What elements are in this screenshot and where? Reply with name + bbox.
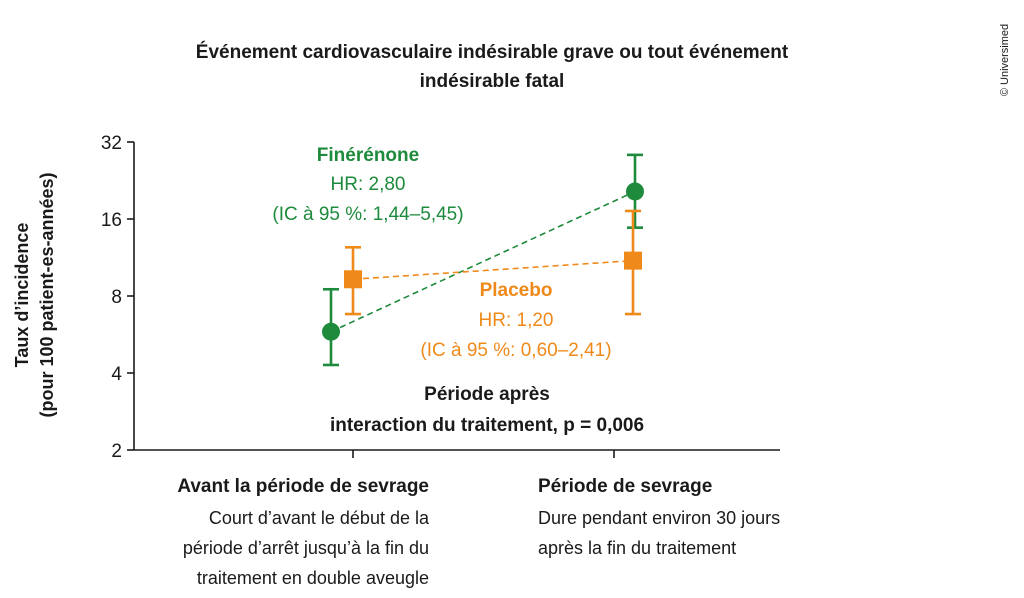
annotation-finerenone xyxy=(272,145,463,225)
data-point-square xyxy=(624,252,642,270)
chart-title-line-2: indésirable fatal xyxy=(419,71,565,92)
copyright-credit: © Universimed xyxy=(999,23,1011,97)
x-category-desc: traitement en double aveugle xyxy=(196,568,429,588)
data-point-circle xyxy=(626,182,644,200)
x-category-title: Avant la période de sevrage xyxy=(177,476,429,497)
annotation-finerenone-name: Finérénone xyxy=(316,145,420,166)
x-category-desc: après la fin du traitement xyxy=(538,538,737,558)
y-tick-label: 32 xyxy=(100,133,122,154)
interaction-line-1: Période après xyxy=(424,384,550,405)
y-tick-label: 8 xyxy=(111,287,122,308)
interaction-line-2: interaction du traitement, p = 0,006 xyxy=(329,415,645,436)
annotation-placebo-ci: (IC à 95 %: 0,60–2,41) xyxy=(420,340,612,361)
chart-title xyxy=(196,41,789,92)
chart-title-line-1: Événement cardiovasculaire indésirable grave ou tout événement xyxy=(195,42,789,63)
y-axis-label-line-2: (pour 100 patient-es-années) xyxy=(37,172,57,418)
annotation-placebo-hr: HR: 1,20 xyxy=(478,310,554,331)
x-category-desc: Dure pendant environ 30 jours xyxy=(538,508,781,528)
axes xyxy=(101,133,780,462)
annotation-placebo-name: Placebo xyxy=(479,280,553,301)
category-labels xyxy=(177,476,780,588)
y-tick-label: 16 xyxy=(100,210,122,231)
y-tick-label: 2 xyxy=(111,441,122,462)
annotation-finerenone-ci: (IC à 95 %: 1,44–5,45) xyxy=(272,204,464,225)
interaction-text xyxy=(330,384,644,436)
series-connector-1 xyxy=(353,261,633,280)
y-tick-label: 4 xyxy=(111,364,122,385)
y-axis-label-line-1: Taux d’incidence xyxy=(12,222,32,368)
annotation-finerenone-hr: HR: 2,80 xyxy=(330,174,406,195)
data-point-circle xyxy=(322,323,340,341)
data-point-square xyxy=(344,270,362,288)
y-axis-label xyxy=(12,172,57,417)
x-category-desc: période d’arrêt jusqu’à la fin du xyxy=(182,538,429,558)
x-category-title: Période de sevrage xyxy=(538,476,713,497)
annotation-placebo xyxy=(420,280,611,361)
x-category-desc: Court d’avant le début de la xyxy=(208,508,429,528)
